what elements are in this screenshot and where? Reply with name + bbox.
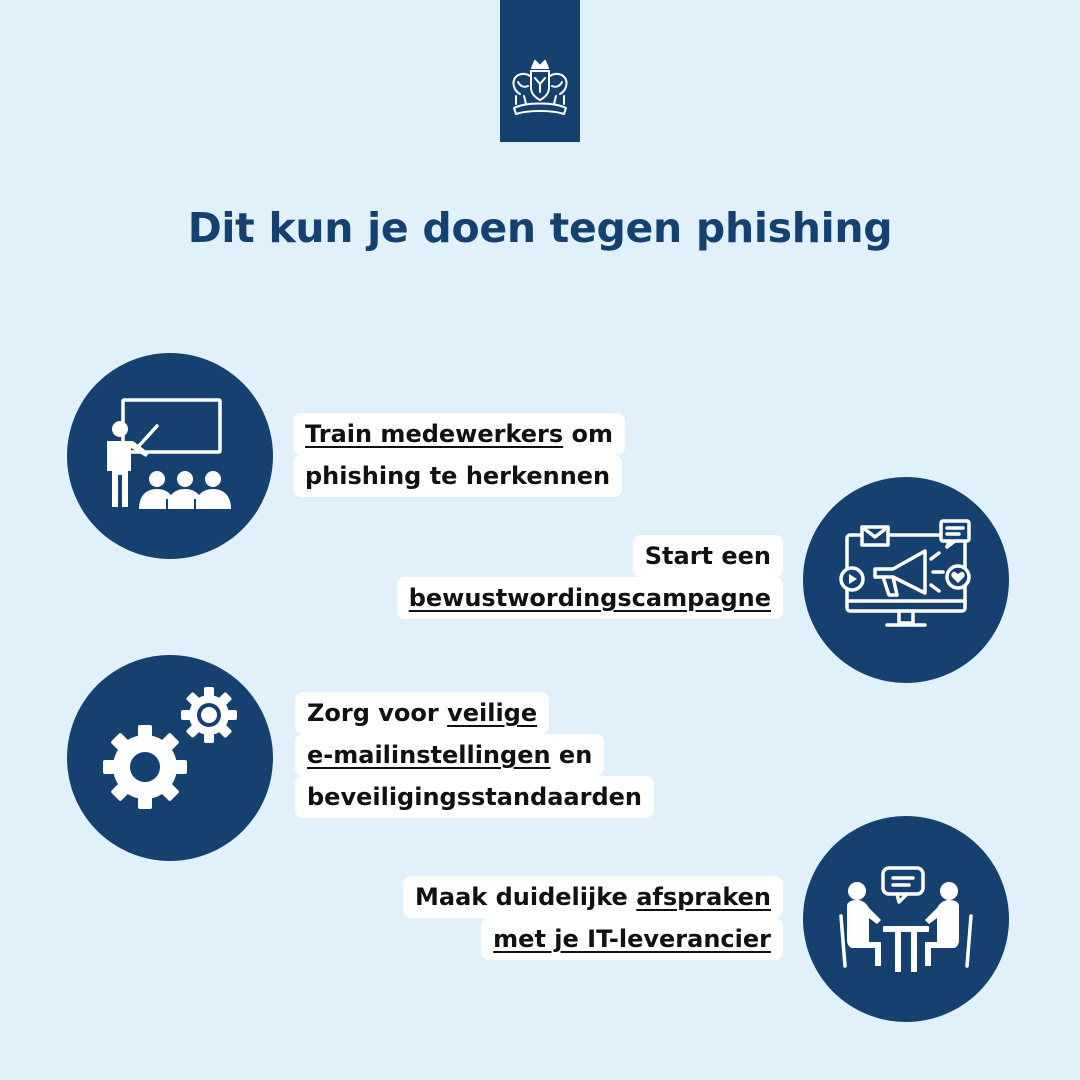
coat-of-arms-icon — [504, 56, 576, 120]
tag-line — [633, 535, 783, 577]
tag-line — [293, 413, 625, 455]
tag-text: Zorg voor — [307, 699, 448, 727]
tag-text: en — [550, 741, 593, 769]
tag-text: phishing te herkennen — [305, 462, 611, 490]
tag-line — [481, 918, 783, 960]
tag-text-underlined: bewustwordingscampagne — [408, 584, 771, 612]
tag-train-employees — [293, 413, 625, 497]
tag-text-underlined: Train medewerkers — [305, 420, 564, 448]
campaign-icon-circle — [803, 477, 1009, 683]
tag-it-supplier-agreements — [403, 876, 783, 960]
training-icon-circle — [67, 353, 273, 559]
gears-icon — [67, 655, 273, 861]
campaign-megaphone-monitor-icon — [803, 477, 1009, 683]
tag-text-underlined: e-mailinstellingen — [307, 741, 551, 769]
tag-text-underlined: afspraken — [636, 883, 771, 911]
tag-text: Maak duidelijke — [415, 883, 637, 911]
meeting-discussion-icon — [803, 816, 1009, 1022]
tag-line — [293, 455, 622, 497]
tag-text: om — [563, 420, 614, 448]
tag-text: Start een — [644, 542, 771, 570]
tag-secure-email — [295, 692, 654, 818]
tag-text-underlined: met je IT-leverancier — [493, 925, 771, 953]
settings-icon-circle — [67, 655, 273, 861]
tag-line — [397, 577, 783, 619]
presentation-training-icon — [67, 353, 273, 559]
tag-line — [403, 876, 783, 918]
meeting-icon-circle — [803, 816, 1009, 1022]
tag-text-underlined: veilige — [447, 699, 538, 727]
tag-text: beveiligingsstandaarden — [307, 783, 643, 811]
header-logo-band — [500, 0, 580, 142]
page-title: Dit kun je doen tegen phishing — [187, 204, 893, 252]
tag-line — [295, 776, 654, 818]
tag-awareness-campaign — [397, 535, 783, 619]
tag-line — [295, 692, 549, 734]
tag-line — [295, 734, 604, 776]
